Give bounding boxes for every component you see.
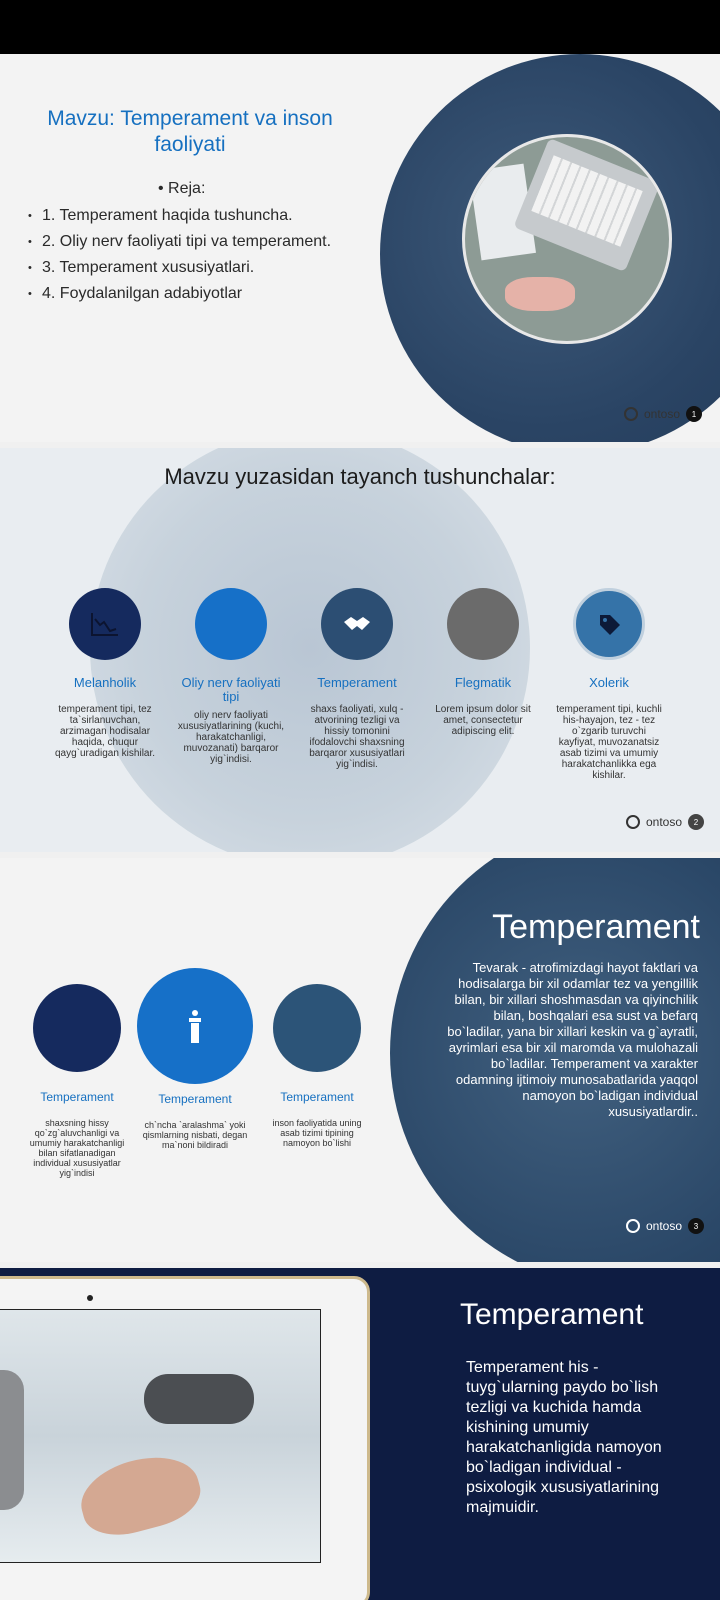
- concept-description: temperament tipi, tez ta`sirlanuvchan, arzimagan hodisalar haqida, chuqur qayg`uradigan kishilar.: [54, 704, 156, 759]
- slide-number: 1: [686, 406, 702, 422]
- circle-icon: [195, 588, 267, 660]
- concept-name: Temperament: [317, 675, 397, 690]
- slide-1[interactable]: [0, 54, 720, 442]
- circle-icon: [447, 588, 519, 660]
- slide-2[interactable]: [0, 448, 720, 852]
- brand-logo: ontoso 3: [626, 1218, 704, 1234]
- slide-title: Mavzu yuzasidan tayanch tushunchalar:: [164, 464, 556, 489]
- slide-number: 2: [688, 814, 704, 830]
- list-item: • 2. Oliy nerv faoliyati tipi va temperament.: [28, 232, 358, 252]
- concept-description: shaxs faoliyati, xulq -atvorining tezligi va hissiy tomonini ifodalovchi shaxsning barqaror xususiyatlari yig`indisi.: [309, 704, 405, 770]
- slide-3[interactable]: [0, 858, 720, 1262]
- dental-photo: [0, 1309, 321, 1563]
- camera-icon: [87, 1295, 93, 1301]
- slide-text: Tevarak - atrofimizdagi hayot faktlari va hodisalarga bir xil odamlar tez va yengillik bilan, bir xillari shoshmasdan va qiyinchilik bilan, boshqalari esa sust va befarq bo`ladilar, yana bir xillari keskin va g`ayratli, ayrimlari esa bir xil maromda va mulohazali bo`ladilar. Temperament va xarakter odamning ijtimoiy munosabatlarida yaqqol namoyon bo`ladigan individual xususiyatlardir..: [447, 960, 698, 1119]
- laptop-photo: [462, 134, 672, 344]
- concept-item: [50, 588, 160, 759]
- chart-icon: [69, 588, 141, 660]
- concept-description: oliy nerv faoliyati xususiyatlarining (kuchi, harakatchanligi, muvozanati) barqaror yig`indisi.: [177, 710, 285, 765]
- concept-name: Melanholik: [73, 675, 137, 690]
- slide-title: Mavzu: Temperament va inson faoliyati: [47, 107, 333, 156]
- concept-item: [428, 588, 538, 737]
- concept-name: Oliy nerv faoliyati tipi: [181, 675, 281, 704]
- concept-item: [176, 588, 286, 765]
- concept-name: Xolerik: [589, 675, 629, 690]
- concept-name: Temperament: [158, 1092, 232, 1106]
- concept-item: [135, 968, 255, 1150]
- plan-heading: • Reja:: [158, 180, 206, 197]
- concept-description: shaxsning hissy qo`zg`aluvchanligi va umumiy harakatchanligi bilan sifatlanadigan individual xususiyatlar yig`indisi: [29, 1118, 125, 1178]
- concept-description: inson faoliyatida uning asab tizimi tipining namoyon bo`lishi: [272, 1118, 362, 1148]
- circle-icon: [33, 984, 121, 1072]
- slide-4[interactable]: [0, 1268, 720, 1600]
- slide-text: Temperament his - tuyg`ularning paydo bo`lish tezligi va kuchida hamda kishining umumiy harakatchanligida namoyon bo`ladigan individual - psixologik xususiyatlarining majmuidir.: [466, 1359, 662, 1516]
- brand-logo: ontoso 2: [626, 814, 704, 830]
- plan-list: [28, 206, 358, 310]
- status-bar: [0, 0, 720, 54]
- list-item: • 1. Temperament haqida tushuncha.: [28, 206, 358, 226]
- laptop-frame: [0, 1276, 370, 1600]
- slide-number: 3: [688, 1218, 704, 1234]
- concept-item: [554, 588, 664, 781]
- concept-name: Temperament: [40, 1090, 114, 1104]
- concept-item: [302, 588, 412, 770]
- logo-icon: [626, 815, 640, 829]
- slide-title: Temperament: [492, 908, 700, 946]
- concept-description: temperament tipi, kuchli his-hayajon, tez - tez o`zgarib turuvchi kayfiyat, muvozanatsiz asab tizimi va umumiy harakatchanlikka ega kishilar.: [556, 704, 662, 781]
- podium-icon: [137, 968, 253, 1084]
- circle-icon: [273, 984, 361, 1072]
- concept-description: Lorem ipsum dolor sit amet, consectetur adipiscing elit.: [435, 704, 531, 737]
- slide-title: Temperament: [460, 1298, 644, 1331]
- concept-item: [22, 984, 132, 1178]
- list-item: • 4. Foydalanilgan adabiyotlar: [28, 284, 358, 304]
- logo-icon: [626, 1219, 640, 1233]
- list-item: • 3. Temperament xususiyatlari.: [28, 258, 358, 278]
- concept-item: [262, 984, 372, 1148]
- tag-icon: [573, 588, 645, 660]
- brand-logo: ontoso 1: [624, 406, 702, 422]
- concept-description: ch`ncha `aralashma` yoki qismlarning nisbati, degan ma`noni bildiradi: [142, 1120, 248, 1150]
- logo-icon: [624, 407, 638, 421]
- handshake-icon: [321, 588, 393, 660]
- concept-name: Temperament: [280, 1090, 354, 1104]
- concept-name: Flegmatik: [454, 675, 512, 690]
